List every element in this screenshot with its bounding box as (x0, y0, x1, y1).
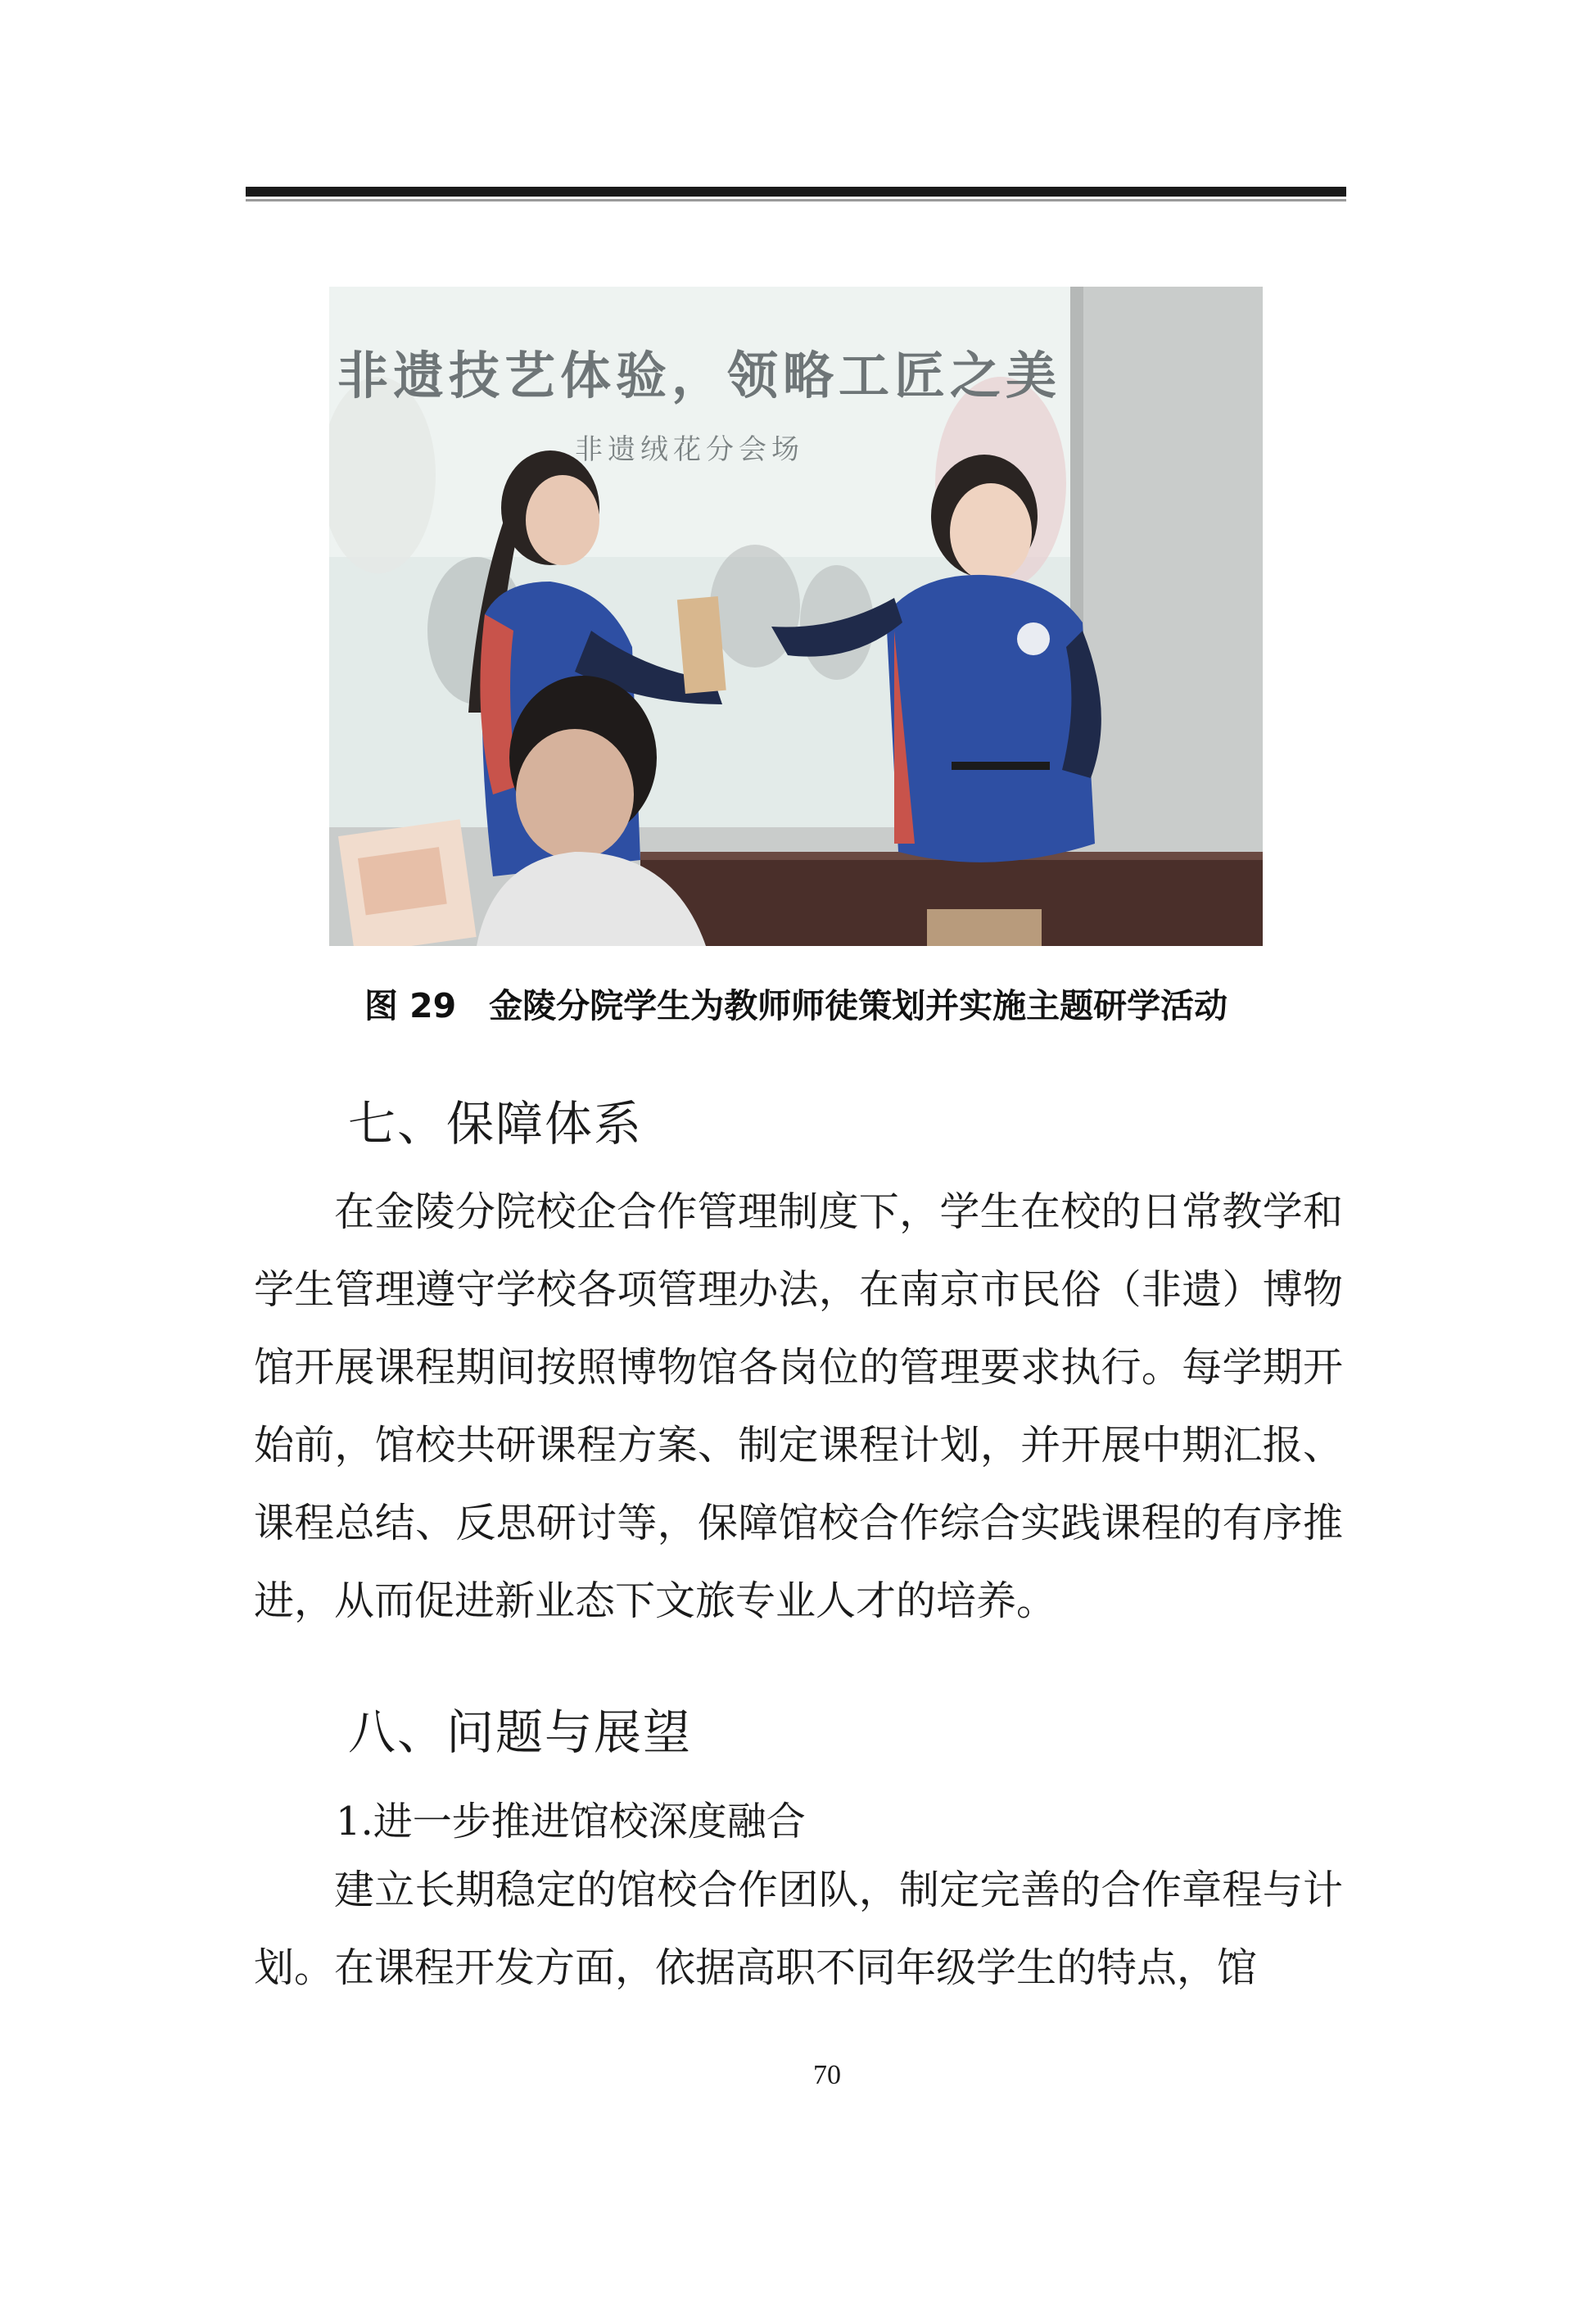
subsection-heading-1: 1.进一步推进馆校深度融合 (336, 1799, 806, 1844)
section-heading-8: 八、问题与展望 (348, 1704, 693, 1760)
section-heading-7: 七、保障体系 (348, 1096, 644, 1152)
figure-caption-text: 金陵分院学生为教师师徒策划并实施主题研学活动 (489, 986, 1228, 1025)
banner-title: 非遗技艺体验，领略工匠之美 (337, 346, 1062, 405)
figure-number: 图 29 (364, 986, 457, 1025)
header-rule-thin (246, 199, 1346, 201)
banner-subtitle: 非遗绒花分会场 (575, 433, 804, 466)
header-rule-thick (246, 187, 1346, 197)
section-7-paragraph: 在金陵分院校企合作管理制度下，学生在校的日常教学和学生管理遵守学校各项管理办法，在南京市民俗（非遗）博物馆开展课程期间按照博物馆各岗位的管理要求执行。每学期开始前，馆校共研课程方案、制定课程计划，并开展中期汇报、课程总结、反思研讨等，保障馆校合作综合实践课程的有序推进，从而促进新业态下文旅专业人才的培养。 (254, 1188, 1343, 1624)
photo-illustration (329, 287, 1263, 946)
figure-photo (329, 287, 1263, 946)
figure-caption (246, 979, 1346, 1027)
section-8-paragraph: 建立长期稳定的馆校合作团队，制定完善的合作章程与计划。在课程开发方面，依据高职不同年级学生的特点，馆 (254, 1867, 1343, 1991)
page-number: 70 (813, 2060, 841, 2090)
